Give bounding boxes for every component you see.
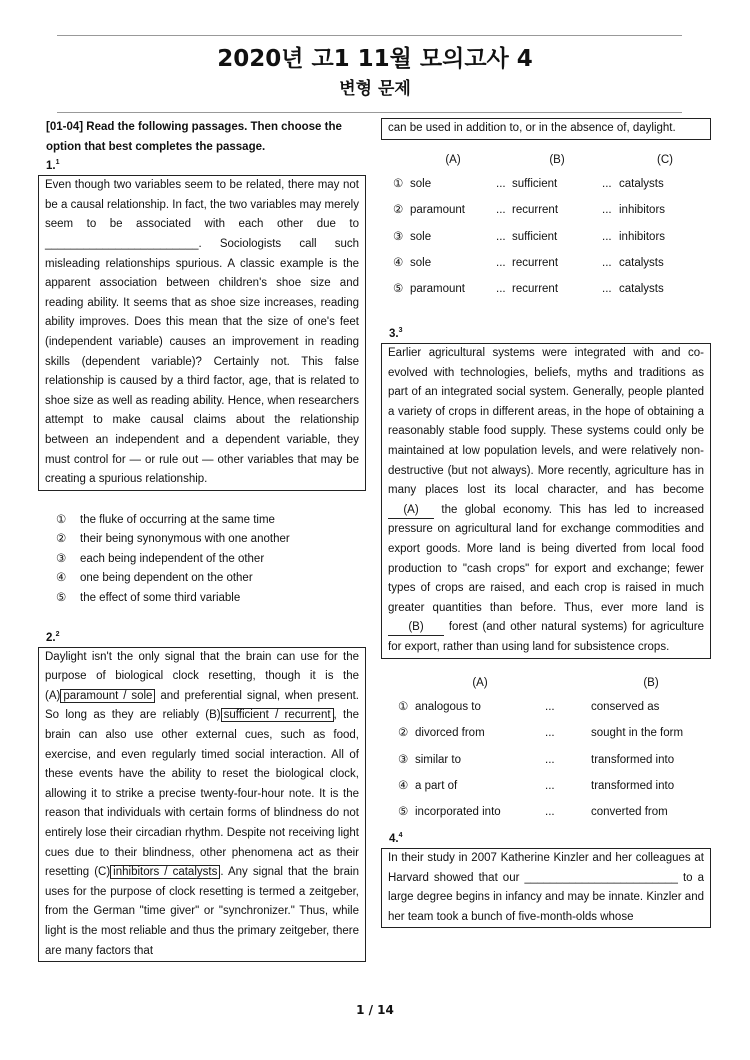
- question-1-options: [38, 511, 366, 609]
- question-3-number: 3.$^3$: [389, 327, 403, 341]
- blank: ________________________: [45, 237, 199, 250]
- header-a: (A): [445, 153, 461, 166]
- option-4[interactable]: ④ one being dependent on the other: [56, 572, 253, 585]
- question-2-number: 2.$^2$: [46, 630, 60, 644]
- top-rule: [57, 35, 682, 36]
- page-subtitle: 변형 문제: [339, 79, 411, 99]
- option-5[interactable]: ⑤ incorporated into ... converted from: [398, 806, 668, 819]
- question-1-passage: Even though two variables seem to be related, there may not be a causal relationship. In fact, the two variables may merely seem to be associated with each other due to ________________________. Sociologists call such misleading relationships spurious. A classic example is the apparent association between children's shoe size and reading ability. It seems that as shoe size increases, reading ability improves. Does this mean that the size of one's feet (independent variable) causes an improvement in reading skills (dependent variable)? Certainly not. This false relationship is caused by a third factor, age, that is related to shoe size as well as reading ability. Hence, when researchers attempt to make causal claims about the relationship between an independent and a dependent variable, they must control for — or rule out — other variables that may be creating a spurious relationship.: [38, 175, 366, 491]
- right-column: [381, 118, 711, 928]
- question-1-number: 1.$^1$: [46, 159, 60, 173]
- option-2[interactable]: ② their being synonymous with one another: [56, 533, 290, 546]
- page-number: 1 / 14: [356, 1003, 394, 1017]
- instructions: [01-04] Read the following passages. Then choose the option that best completes the passage.: [46, 121, 342, 153]
- option-3[interactable]: ③ sole ... sufficient ... inhibitors: [393, 230, 666, 243]
- option-4[interactable]: ④ a part of ... transformed into: [398, 779, 675, 792]
- option-5[interactable]: ⑤ the effect of some third variable: [56, 592, 241, 605]
- option-1[interactable]: ① analogous to ... conserved as: [398, 700, 660, 713]
- question-2-passage: Daylight isn't the only signal that the brain can use for the purpose of biological clock resetting, though it is the (A) paramount / sole and preferential signal, when present. So long as they are reliably (B) sufficient / recurrent , the brain can also use other external cues, such as food, exercise, and even regularly timed social interaction. All of these events have the ability to reset the biological clock, allowing it to strike a precise twenty-four-hour note. It is the reason that individuals with certain forms of blindness do not entirely lose their circadian rhythm. Despite not receiving light cues due to their blindness, other phenomena act as their resetting (C) inhibitors / catalysts . Any signal that the brain uses for the purpose of clock resetting is termed a zeitgeber, from the German "time giver" or "synchronizer." Thus, while light is the most reliable and thus the primary zeitgeber, there are many factors that: [38, 647, 366, 963]
- question-2-options: [381, 150, 711, 303]
- option-2[interactable]: ② divorced from ... sought in the form: [398, 727, 684, 740]
- option-5[interactable]: ⑤ paramount ... recurrent ... catalysts: [393, 283, 664, 296]
- option-1[interactable]: ① sole ... sufficient ... catalysts: [393, 177, 664, 190]
- question-3-options: [381, 673, 711, 826]
- option-4[interactable]: ④ sole ... recurrent ... catalysts: [393, 256, 664, 269]
- option-3[interactable]: ③ similar to ... transformed into: [398, 753, 675, 766]
- option-3[interactable]: ③ each being independent of the other: [56, 552, 265, 565]
- option-2[interactable]: ② paramount ... recurrent ... inhibitors: [393, 204, 666, 217]
- blank: ________________________: [524, 871, 678, 884]
- blank-b: (B): [388, 619, 444, 636]
- page-title: 2020년 고1 11월 모의고사 4: [217, 46, 533, 72]
- question-3-passage: Earlier agricultural systems were integrated with and co-evolved with technologies, beliefs, myths and traditions as part of an integrated social system. Generally, people planted a variety of crops in different areas, in the hope of obtaining a reasonably stable food supply. These systems could only be maintained at low population levels, and were relatively non-destructive (but not always). More recently, agriculture has in many places lost its local character, and has become (A) the global economy. This has led to increased pressure on agricultural land for exchange commodities and export goods. More land is being diverted from local food production to "cash crops" for export and exchange; fewer types of crops are raised, and each crop is raised in much greater quantities than before. Thus, ever more land is (B) forest (and other natural systems) for agriculture for export, rather than using land for subsistence crops.: [381, 343, 711, 659]
- question-2-passage-continued: can be used in addition to, or in the absence of, daylight.: [381, 118, 711, 140]
- header-a: (A): [472, 676, 488, 689]
- header-b: (B): [549, 153, 565, 166]
- question-4-number: 4.$^4$: [389, 832, 403, 846]
- question-4-passage: In their study in 2007 Katherine Kinzler and her colleagues at Harvard showed that our ________________________ to a large degree begins in infancy and may be innate. Kinzler and her team took a bunch of five-month-olds whose: [381, 848, 711, 928]
- choice-box-a: paramount / sole: [60, 689, 155, 703]
- choice-box-c: inhibitors / catalysts: [110, 865, 220, 879]
- blank-a: (A): [388, 502, 434, 519]
- header-b: (B): [643, 676, 659, 689]
- left-column: [38, 118, 366, 962]
- option-1[interactable]: ① the fluke of occurring at the same time: [56, 513, 275, 526]
- title-rule: [57, 112, 682, 113]
- choice-box-b: sufficient / recurrent: [221, 708, 334, 722]
- header-c: (C): [657, 153, 673, 166]
